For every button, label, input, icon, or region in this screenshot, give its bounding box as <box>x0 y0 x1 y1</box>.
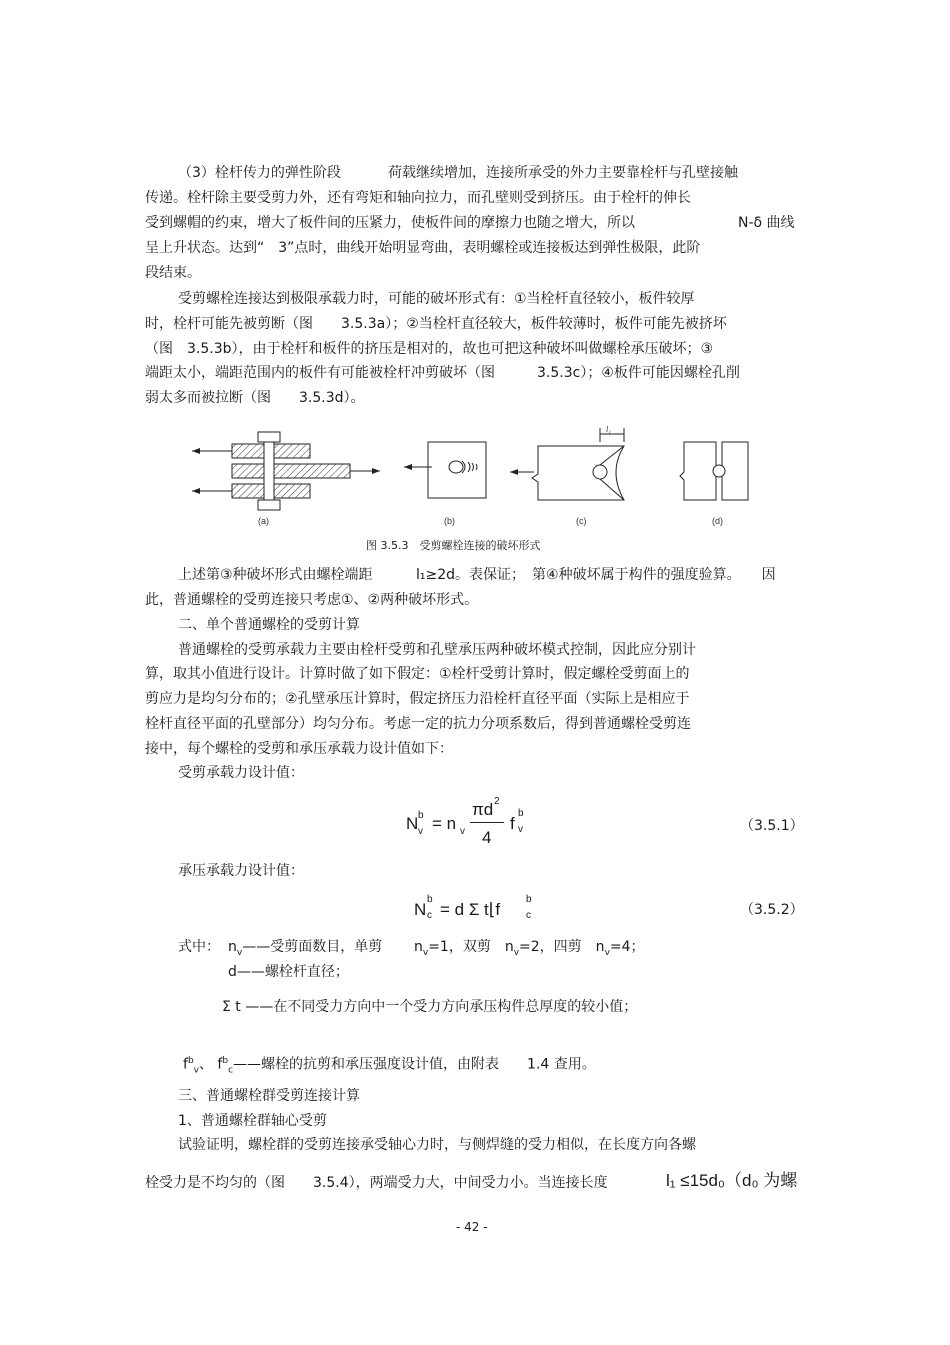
eq1-f: f <box>510 814 515 833</box>
para3-line1b: l₁≥2d。表保证； 第④种破坏属于构件的强度验算。 因 <box>416 567 776 583</box>
eq1-numerator: πd <box>472 800 494 819</box>
figure-c-drawing <box>510 428 624 500</box>
para4-line3: 剪应力是均匀分布的；②孔壁承压计算时，假定挤压力沿栓杆直径平面（实际上是相应于 <box>145 691 690 707</box>
bolt-failure-figure <box>192 424 752 532</box>
heading-single-bolt: 二、单个普通螺栓的受剪计算 <box>178 617 360 633</box>
figure-a-drawing <box>192 432 380 510</box>
figure-d-drawing <box>680 442 748 500</box>
para1-line4: 呈上升状态。达到“ 3”点时，曲线开始明显弯曲，表明螺栓或连接板达到弹性极限，此阶 <box>145 240 701 256</box>
figure-label-b: (b) <box>444 516 455 526</box>
figure-dim-label: l₁ <box>606 425 612 434</box>
figure-b-drawing <box>404 442 486 498</box>
para2-line5: 弱太多而被拉断（图 3.5.3d）。 <box>145 390 365 406</box>
equation-3-5-1 <box>406 796 546 852</box>
eq1-f-sub: v <box>518 824 523 835</box>
para4-line1: 普通螺栓的受剪承载力主要由栓杆受剪和孔壁承压两种破坏模式控制，因此应分别计 <box>178 642 696 658</box>
para4-line4: 栓杆直径平面的孔壁部分）均匀分布。考虑一定的抗力分项系数后，得到普通螺栓受剪连 <box>145 716 691 732</box>
eq2-f-sub: c <box>526 910 531 921</box>
figure-label-d: (d) <box>712 516 723 526</box>
equation-3-5-2 <box>414 892 554 924</box>
para1-line3a: 受到螺帽的约束，增大了板件间的压紧力，使板件间的摩擦力也随之增大，所以 <box>145 215 635 231</box>
eq1-lhs-sup: b <box>418 810 424 821</box>
para3-line1a: 上述第③种破坏形式由螺栓端距 <box>178 567 373 583</box>
eq1-f-sup: b <box>518 808 524 819</box>
where-f: $f^b_v$、 $f^b_c——$螺栓的抗剪和承压强度设计值，由附表 1.4 查用。 <box>183 1056 596 1076</box>
para1-line1a: （3）栓杆传力的弹性阶段 <box>178 165 341 181</box>
heading-bolt-group: 三、普通螺栓群受剪连接计算 <box>178 1088 360 1104</box>
equation-number-3-5-2: （3.5.2） <box>740 902 804 918</box>
para3-line2: 此，普通螺栓的受剪连接只考虑①、②两种破坏形式。 <box>145 592 479 608</box>
equation-number-3-5-1: （3.5.1） <box>740 818 804 834</box>
figure-caption: 图 3.5.3 受剪螺栓连接的破坏形式 <box>366 539 541 552</box>
eq2-rhs: = d Σ t⌊f <box>440 900 501 919</box>
para2-line2: 时，栓杆可能先被剪断（图 3.5.3a）；②当栓杆直径较大，板件较薄时，板件可能先被挤坏 <box>145 316 727 332</box>
eq1-lhs-sub: v <box>418 826 423 837</box>
eq1-n-sub: v <box>460 826 465 837</box>
eq1-numerator-sup: 2 <box>494 796 500 807</box>
figure-label-c: (c) <box>576 516 587 526</box>
para1-line3b: N-δ 曲线 <box>738 215 795 231</box>
where-nv: $n_v——$受剪面数目，单剪 <box>228 939 383 958</box>
para5-line1: 试验证明，螺栓群的受剪连接承受轴心力时，与侧焊缝的受力相似，在长度方向各螺 <box>178 1137 696 1153</box>
eq1-equals: = n <box>432 814 457 833</box>
shear-capacity-label: 受剪承载力设计值： <box>178 765 304 781</box>
para1-line5: 段结束。 <box>145 265 201 281</box>
eq2-lhs-sup: b <box>427 894 433 905</box>
para1-line2: 传递。栓杆除主要受剪力外，还有弯矩和轴向拉力，而孔壁则受到挤压。由于栓杆的伸长 <box>145 190 691 206</box>
eq1-lhs: N <box>406 814 419 833</box>
where-nv-values: $n_v=1$，双剪 $n_v=2$，四剪 $n_v=4$； <box>414 939 645 958</box>
para2-line1: 受剪螺栓连接达到极限承载力时，可能的破坏形式有：①当栓杆直径较小，板件较厚 <box>178 291 695 307</box>
where-sum-t: Σ t ——在不同受力方向中一个受力方向承压构件总厚度的较小值； <box>222 999 638 1015</box>
para1-line1b: 荷载继续增加，连接所承受的外力主要靠栓杆与孔壁接触 <box>388 165 738 181</box>
para4-line2: 算，取其小值进行设计。计算时做了如下假定：①栓杆受剪计算时，假定螺栓受剪面上的 <box>145 666 690 682</box>
para5-line2b: l₁ ≤15d₀（d₀ 为螺 <box>666 1171 798 1190</box>
figure-label-a: (a) <box>258 516 269 526</box>
para2-line4: 端距太小，端距范围内的板件有可能被栓杆冲剪破坏（图 3.5.3c）；④板件可能因螺栓孔削 <box>145 365 740 381</box>
heading-axial-shear: 1、普通螺栓群轴心受剪 <box>178 1113 327 1129</box>
eq2-lhs-sub: c <box>427 910 432 921</box>
eq1-denominator: 4 <box>482 828 492 847</box>
bearing-capacity-label: 承压承载力设计值： <box>178 863 304 879</box>
para4-line5: 接中，每个螺栓的受剪和承压承载力设计值如下： <box>145 741 453 757</box>
eq2-f-sup: b <box>526 894 532 905</box>
where-label: 式中： <box>178 939 220 955</box>
eq2-lhs: N <box>414 900 427 919</box>
para5-line2a: 栓受力是不均匀的（图 3.5.4），两端受力大，中间受力小。当连接长度 <box>145 1175 608 1191</box>
para2-line3: （图 3.5.3b），由于栓杆和板件的挤压是相对的，故也可把这种破坏叫做螺栓承压破坏；③ <box>145 341 714 357</box>
where-d: d——螺栓杆直径； <box>228 964 349 980</box>
page-number: - 42 - <box>456 1220 488 1234</box>
